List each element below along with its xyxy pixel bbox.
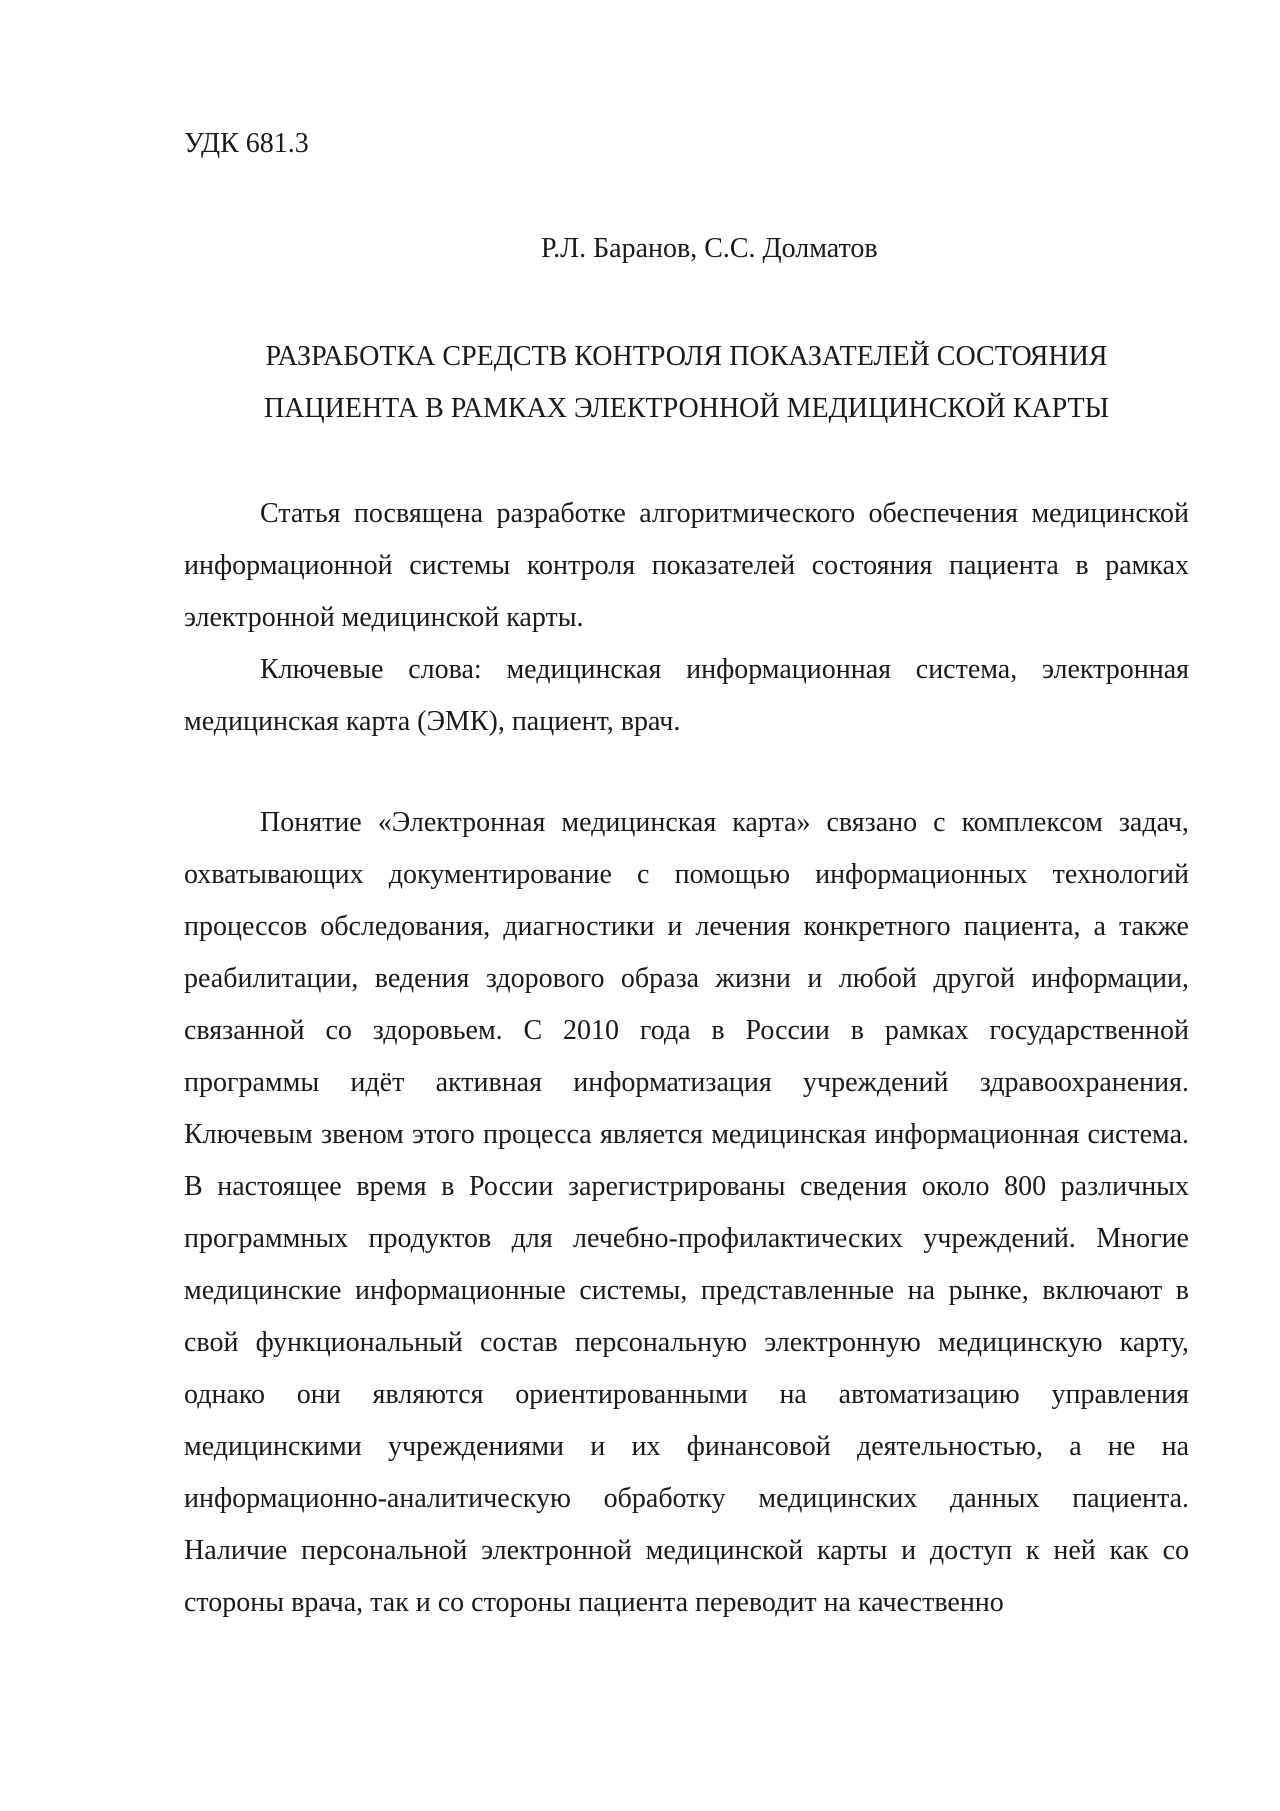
abstract-text: Статья посвящена разработке алгоритмического обеспечения медицинской информационной системы контроля показателей состояния пациента в рамках электронной медицинской карты. — [184, 498, 1189, 633]
article-title — [184, 331, 1189, 435]
abstract-section — [184, 488, 1189, 748]
udk-code: УДК 681.3 — [184, 128, 309, 159]
authors: Р.Л. Баранов, С.С. Долматов — [541, 233, 878, 264]
title-line-1: РАЗРАБОТКА СРЕДСТВ КОНТРОЛЯ ПОКАЗАТЕЛЕЙ СОСТОЯНИЯ — [265, 341, 1108, 372]
main-text — [184, 797, 1189, 1629]
title-line-2: ПАЦИЕНТА В РАМКАХ ЭЛЕКТРОННОЙ МЕДИЦИНСКОЙ КАРТЫ — [263, 393, 1110, 424]
keywords: Ключевые слова: медицинская информационная система, электронная медицинская карта (ЭМК), пациент, врач. — [184, 654, 1189, 737]
body-paragraph: Понятие «Электронная медицинская карта» связано с комплексом задач, охватывающих документирование с помощью информационных технологий процессов обследования, диагностики и лечения конкретного пациента, а также реабилитации, ведения здорового образа жизни и любой другой информации, связанной со здоровьем. С 2010 года в России в рамках государственной программы идёт активная информатизация учреждений здравоохранения. Ключевым звеном этого процесса является медицинская информационная система. В настоящее время в России зарегистрированы сведения около 800 различных программных продуктов для лечебно-профилактических учреждений. Многие медицинские информационные системы, представленные на рынке, включают в свой функциональный состав персональную электронную медицинскую карту, однако они являются ориентированными на автоматизацию управления медицинскими учреждениями и их финансовой деятельностью, а не на информационно-аналитическую обработку медицинских данных пациента. Наличие персональной электронной медицинской карты и доступ к ней как со стороны врача, так и со стороны пациента переводит на качественно — [184, 807, 1189, 1618]
